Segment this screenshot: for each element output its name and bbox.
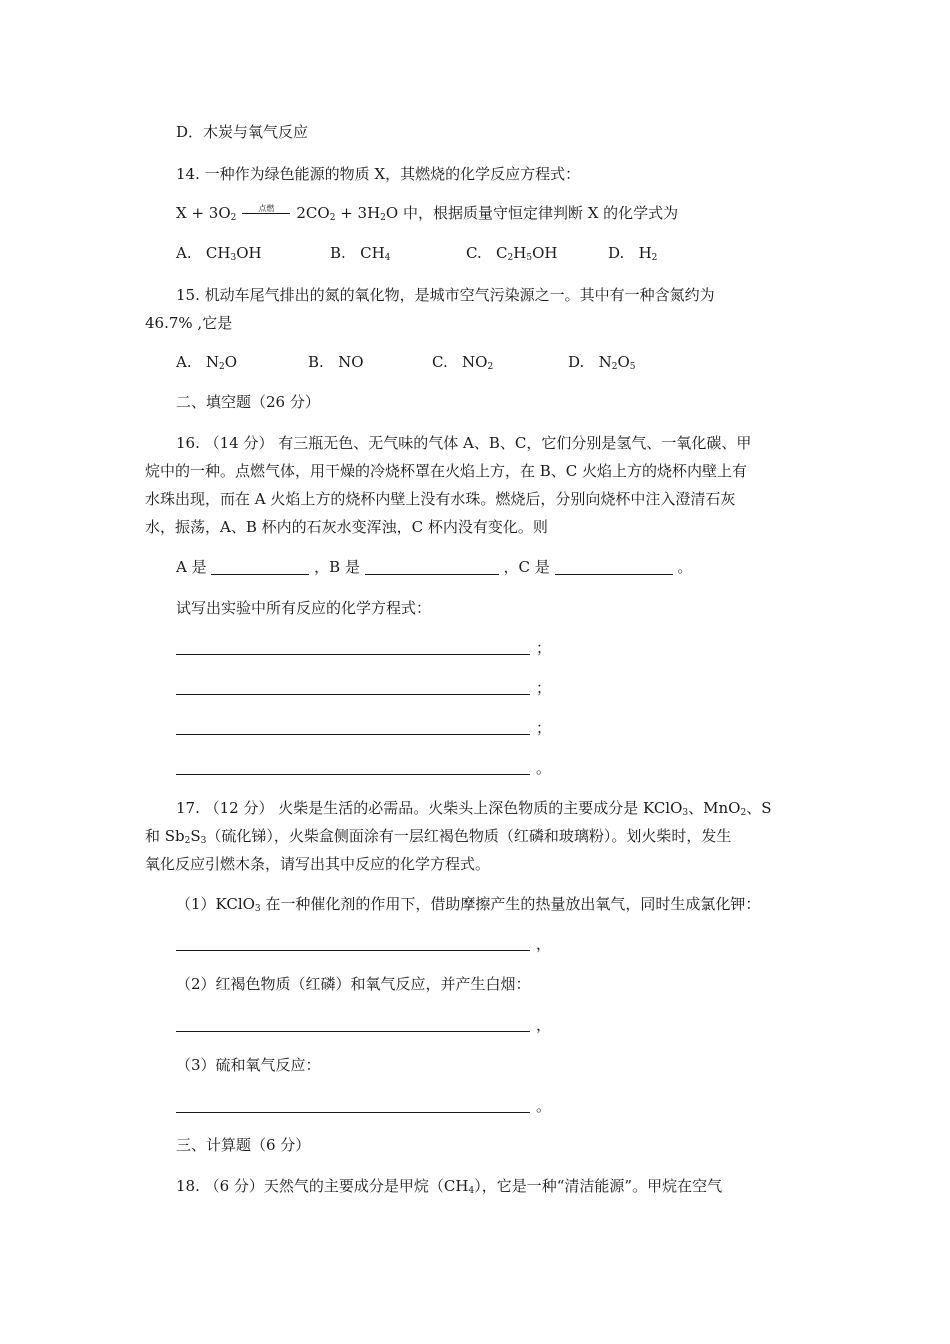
reaction-bar: [242, 213, 290, 214]
q15-option-b: B. NO: [308, 353, 364, 371]
q14-option-d: D. $H_2$: [608, 244, 658, 263]
q16-line-3: 水珠出现，而在 A 火焰上方的烧杯内壁上没有水珠。燃烧后，分别向烧杯中注入澄清石灰: [145, 490, 736, 508]
q18-line-1: 18. （6 分）天然气的主要成分是甲烷$(CH_4)$，它是一种“清洁能源”。甲烷在空气: [176, 1177, 723, 1196]
q17-sub-1: （1）KClO$_3$ 在一种催化剂的作用下，借助摩擦产生的热量放出氧气，同时生成氯化钾：: [176, 895, 761, 914]
q16-a-blank[interactable]: [211, 559, 309, 575]
q15-option-d: D. $N_2O_5$: [568, 353, 636, 372]
q16-c-blank[interactable]: [555, 559, 673, 575]
q14-option-c: C. $C_2H_5OH$: [466, 244, 558, 263]
q16-c-label: ，C 是: [503, 558, 550, 576]
q17-sub-2: （2）红褐色物质（红磷）和氧气反应，并产生白烟：: [176, 975, 531, 993]
q14-options: [176, 243, 696, 263]
q16-prompt: 试写出实验中所有反应的化学方程式：: [176, 599, 432, 617]
q17-sub-3: （3）硫和氧气反应：: [176, 1056, 321, 1074]
q16-b-blank[interactable]: [365, 559, 499, 575]
q14-equation: $X + 3O_2$ 点燃 $2CO_2 + 3H_2O$ 中，根据质量守恒定律判断 X 的化学式为: [176, 203, 678, 228]
section-3-title: 三、计算题（6 分）: [176, 1136, 311, 1154]
q15-option-a: A. $N_2O$: [176, 353, 238, 372]
reaction-condition: 点燃: [258, 204, 275, 213]
section-2-title: 二、填空题（26 分）: [176, 393, 320, 411]
q16-a-label: A 是: [176, 558, 207, 576]
q16-b-label: ，B 是: [314, 558, 360, 576]
q16-end-mark: 。: [677, 558, 693, 576]
q17-line-3: 氧化反应引燃木条，请写出其中反应的化学方程式。: [145, 855, 491, 873]
q14-option-b: B. $CH_4$: [330, 244, 391, 263]
q16-line-1: 16. （14 分） 有三瓶无色、无气味的气体 A、B、C，它们分别是氢气、一氧化碳、甲: [176, 434, 752, 452]
q15-line-2: 46.7% ,它是: [145, 314, 233, 332]
q16-line-2: 烷中的一种。点燃气体，用干燥的冷烧杯罩在火焰上方，在 B、C 火焰上方的烧杯内壁上有: [145, 462, 748, 480]
q13-option-d: D．木炭与氧气反应: [176, 123, 309, 141]
reaction-arrow: [240, 203, 292, 223]
q16-answer-row: [176, 557, 692, 577]
q14-stem: 14. 一种作为绿色能源的物质 X，其燃烧的化学反应方程式：: [176, 165, 581, 183]
q15-option-c: C. $NO_2$: [432, 353, 494, 372]
q16-line-4: 水，振荡，A、B 杯内的石灰水变浑浊，C 杯内没有变化。则: [145, 518, 548, 536]
q14-option-a: A. $CH_3OH$: [176, 244, 262, 263]
q17-line-2: 和 $Sb_2S_3$（硫化锑），火柴盒侧面涂有一层红褐色物质（红磷和玻璃粉）。划火柴时，发生: [145, 827, 732, 846]
q15-options: [176, 352, 656, 372]
q17-line-1: 17. （12 分） 火柴是生活的必需品。火柴头上深色物质的主要成分是 KClO$_3$、MnO$_2$、S: [176, 799, 772, 818]
q15-line-1: 15. 机动车尾气排出的氮的氧化物，是城市空气污染源之一。其中有一种含氮约为: [176, 286, 715, 304]
